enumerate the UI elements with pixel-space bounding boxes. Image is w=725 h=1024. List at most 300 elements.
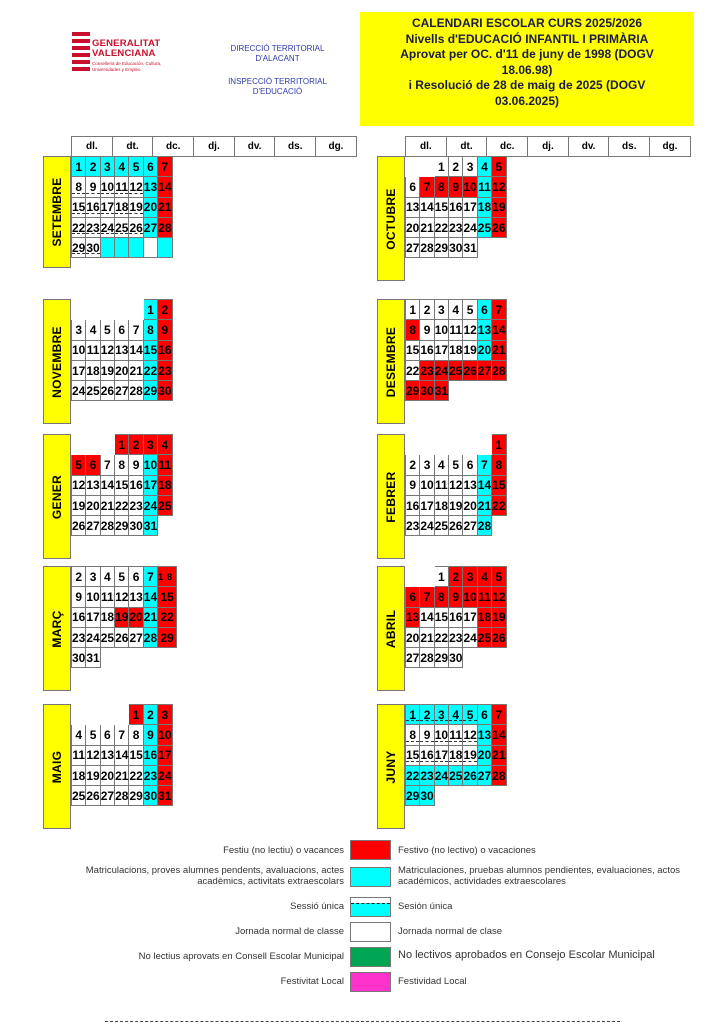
day-cell: 24 xyxy=(463,627,477,647)
day-cell: 8 xyxy=(492,455,506,475)
day-cell: 31 xyxy=(463,238,477,258)
day-cell: 7 xyxy=(100,455,114,475)
empty-cell xyxy=(463,786,477,806)
day-cell: 6 xyxy=(463,455,477,475)
day-cell: 31 xyxy=(434,381,448,401)
day-cell: 25 xyxy=(477,627,491,647)
month-name: MAIG xyxy=(50,750,64,783)
day-cell: 10 xyxy=(143,455,157,475)
day-cell: 14 xyxy=(115,745,129,765)
day-cell: 27 xyxy=(406,648,420,668)
day-cell: 3 xyxy=(463,157,477,177)
day-cell: 4 xyxy=(86,320,100,340)
day-cell: 31 xyxy=(86,648,100,668)
day-cell: 2 xyxy=(406,455,420,475)
generalitat-logo xyxy=(70,30,180,80)
empty-cell xyxy=(86,300,100,320)
day-cell: 11 xyxy=(477,587,491,607)
day-cell: 15 xyxy=(492,475,506,495)
day-cell: 12 xyxy=(129,177,143,197)
day-cell: 11 xyxy=(115,177,129,197)
empty-cell xyxy=(477,648,491,668)
week-row xyxy=(406,567,507,587)
day-cell: 16 xyxy=(449,607,463,627)
day-cell: 18 xyxy=(158,475,172,495)
empty-cell xyxy=(406,567,420,587)
week-row xyxy=(406,381,507,401)
day-cell: 1 xyxy=(492,435,506,455)
coat-of-arms-icon xyxy=(72,32,90,74)
day-cell: 12 xyxy=(115,587,129,607)
month-days-table xyxy=(405,434,507,536)
empty-cell xyxy=(129,300,143,320)
day-cell: 6 xyxy=(100,725,114,745)
day-cell: 16 xyxy=(449,197,463,217)
week-row xyxy=(406,197,507,217)
day-cell: 1 xyxy=(434,157,448,177)
day-cell: 17 xyxy=(463,607,477,627)
week-row xyxy=(72,745,173,765)
weekday: dj. xyxy=(194,137,235,157)
day-cell: 25 xyxy=(449,360,463,380)
day-cell: 27 xyxy=(463,516,477,536)
week-row xyxy=(72,238,173,258)
month-label xyxy=(43,566,71,691)
day-cell: 7 xyxy=(129,320,143,340)
month-label xyxy=(43,299,71,424)
month-days-table xyxy=(71,156,173,258)
legend-swatch-normal xyxy=(350,922,391,942)
day-cell: 5 xyxy=(100,320,114,340)
weekday: dv. xyxy=(234,137,275,157)
day-cell: 20 xyxy=(477,745,491,765)
day-cell: 12 xyxy=(463,320,477,340)
empty-cell xyxy=(449,786,463,806)
day-cell: 30 xyxy=(129,516,143,536)
empty-cell xyxy=(86,705,100,725)
month-label xyxy=(377,566,405,691)
empty-cell xyxy=(434,435,448,455)
day-cell: 28 xyxy=(492,360,506,380)
month-days-table xyxy=(405,704,507,806)
empty-cell xyxy=(420,567,434,587)
day-cell: 21 xyxy=(100,495,114,515)
day-cell: 29 xyxy=(406,786,420,806)
day-cell: 12 xyxy=(449,475,463,495)
week-row xyxy=(406,495,507,515)
day-cell: 7 xyxy=(492,300,506,320)
day-cell: 21 xyxy=(477,495,491,515)
month-name: OCTUBRE xyxy=(384,187,398,250)
day-cell: 13 xyxy=(406,607,420,627)
week-row xyxy=(406,300,507,320)
day-cell: 12 xyxy=(72,475,86,495)
day-cell: 20 xyxy=(406,217,420,237)
day-cell: 19 xyxy=(463,745,477,765)
month-days-table xyxy=(405,299,507,401)
weekday: dl. xyxy=(72,137,113,157)
day-cell: 24 xyxy=(158,765,172,785)
day-cell: 21 xyxy=(492,340,506,360)
day-cell: 16 xyxy=(72,607,86,627)
day-cell: 3 xyxy=(420,455,434,475)
week-row xyxy=(72,607,177,627)
day-cell: 28 xyxy=(100,516,114,536)
day-cell: 15 xyxy=(143,340,157,360)
month-days-table xyxy=(71,566,177,668)
legend-label-ca: Jornada normal de classe xyxy=(235,926,344,937)
day-cell: 17 xyxy=(86,607,100,627)
day-cell: 5 xyxy=(115,567,129,587)
day-cell: 15 xyxy=(406,745,420,765)
weekday: dg. xyxy=(316,137,357,157)
day-cell: 17 xyxy=(434,340,448,360)
day-cell: 24 xyxy=(420,516,434,536)
day-cell: 13 xyxy=(86,475,100,495)
day-cell: 9 xyxy=(449,177,463,197)
day-cell: 10 xyxy=(86,587,100,607)
title-line: Aprovat per OC. d'11 de juny de 1998 (DOGV xyxy=(400,47,654,61)
day-cell: 9 xyxy=(406,475,420,495)
day-cell: 22 xyxy=(129,765,143,785)
legend xyxy=(0,837,725,997)
week-row xyxy=(72,217,173,237)
day-cell: 16 xyxy=(129,475,143,495)
empty-cell xyxy=(492,238,506,258)
week-row xyxy=(72,765,173,785)
week-row xyxy=(72,197,173,217)
day-cell: 18 xyxy=(434,495,448,515)
day-cell: 29 xyxy=(129,786,143,806)
empty-cell xyxy=(420,435,434,455)
day-cell: 20 xyxy=(463,495,477,515)
day-cell: 19 xyxy=(492,607,506,627)
week-row xyxy=(72,475,173,495)
weekday: dv. xyxy=(568,137,609,157)
day-cell: 4 xyxy=(115,157,129,177)
day-cell: 27 xyxy=(115,381,129,401)
day-cell: 5 xyxy=(129,157,143,177)
empty-cell xyxy=(477,381,491,401)
day-cell: 2 xyxy=(449,567,463,587)
day-cell: 26 xyxy=(86,786,100,806)
day-cell: 20 xyxy=(115,360,129,380)
day-cell: 9 xyxy=(143,725,157,745)
day-cell: 10 xyxy=(72,340,86,360)
day-cell: 4 xyxy=(477,157,491,177)
day-cell: 28 xyxy=(492,765,506,785)
day-cell: 26 xyxy=(72,516,86,536)
day-cell: 10 xyxy=(463,587,477,607)
week-row xyxy=(72,381,173,401)
empty-cell xyxy=(72,705,86,725)
day-cell: 1 xyxy=(406,705,420,725)
day-cell: 23 xyxy=(449,627,463,647)
day-cell: 5 xyxy=(492,567,506,587)
day-cell: 8 xyxy=(406,320,420,340)
day-cell: 22 xyxy=(434,627,448,647)
day-cell: 7 xyxy=(143,567,157,587)
day-cell: 21 xyxy=(115,765,129,785)
day-cell: 27 xyxy=(477,765,491,785)
month-label xyxy=(377,156,405,281)
day-cell: 26 xyxy=(492,217,506,237)
day-cell: 20 xyxy=(406,627,420,647)
day-cell: 18 xyxy=(115,197,129,217)
day-cell: 11 xyxy=(434,475,448,495)
empty-cell xyxy=(463,648,477,668)
inspeccio-territorial: INSPECCIÓ TERRITORIAL D'EDUCACIÓ xyxy=(228,77,327,96)
weekday: ds. xyxy=(609,137,650,157)
day-cell: 6 xyxy=(477,705,491,725)
month-name: NOVEMBRE xyxy=(50,325,64,398)
day-cell: 15 xyxy=(72,197,86,217)
week-row xyxy=(406,435,507,455)
day-cell: 26 xyxy=(449,516,463,536)
day-cell: 6 xyxy=(477,300,491,320)
month-name: GENER xyxy=(50,474,64,519)
day-cell: 8 xyxy=(406,725,420,745)
day-cell: 8 xyxy=(143,320,157,340)
day-cell: 3 xyxy=(434,300,448,320)
month-name: SETEMBRE xyxy=(50,177,64,247)
day-cell: 28 xyxy=(115,786,129,806)
day-cell: 20 xyxy=(129,607,143,627)
day-cell: 21 xyxy=(420,217,434,237)
month-label xyxy=(43,704,71,829)
day-cell: 29 xyxy=(115,516,129,536)
day-cell: 2 xyxy=(86,157,100,177)
week-row xyxy=(406,177,507,197)
day-cell: 10 xyxy=(434,320,448,340)
day-cell: 15 xyxy=(434,607,448,627)
day-cell: 11 xyxy=(72,745,86,765)
title-line: 03.06.2025) xyxy=(494,93,560,108)
day-cell: 13 xyxy=(100,745,114,765)
day-cell: 12 xyxy=(492,587,506,607)
title-line: 18.06.98) xyxy=(501,62,553,77)
day-cell: 20 xyxy=(143,197,157,217)
day-cell: 27 xyxy=(477,360,491,380)
day-cell: 22 xyxy=(406,360,420,380)
day-cell: 30 xyxy=(420,381,434,401)
day-cell: 18 xyxy=(477,607,491,627)
day-cell: 14 xyxy=(143,587,157,607)
weekday-header-right xyxy=(405,136,691,157)
day-cell: 22 xyxy=(72,217,86,237)
day-cell: 2 xyxy=(420,300,434,320)
week-row xyxy=(72,495,173,515)
day-cell: 4 xyxy=(434,455,448,475)
day-cell: 8 xyxy=(115,455,129,475)
day-cell: 27 xyxy=(86,516,100,536)
empty-cell xyxy=(72,300,86,320)
day-cell: 3 xyxy=(158,705,172,725)
day-cell: 29 xyxy=(434,648,448,668)
day-cell: 25 xyxy=(434,516,448,536)
day-cell: 2 xyxy=(449,157,463,177)
logo-name: GENERALITAT VALENCIANA xyxy=(92,38,161,59)
empty-cell xyxy=(129,238,143,258)
month-label xyxy=(377,299,405,424)
empty-cell xyxy=(492,786,506,806)
empty-cell xyxy=(72,435,86,455)
empty-cell xyxy=(406,435,420,455)
day-cell: 13 xyxy=(115,340,129,360)
day-cell: 4 xyxy=(72,725,86,745)
day-cell: 12 xyxy=(100,340,114,360)
day-cell: 21 xyxy=(420,627,434,647)
empty-cell xyxy=(434,786,448,806)
day-cell: 1 xyxy=(406,300,420,320)
day-cell: 20 xyxy=(100,765,114,785)
day-cell: 2 xyxy=(158,300,172,320)
day-cell: 18 xyxy=(449,340,463,360)
week-row xyxy=(72,157,173,177)
week-row xyxy=(406,745,507,765)
day-cell: 13 xyxy=(129,587,143,607)
day-cell: 6 xyxy=(129,567,143,587)
day-cell: 14 xyxy=(420,607,434,627)
empty-cell xyxy=(86,435,100,455)
weekday: dt. xyxy=(446,137,487,157)
day-cell: 11 xyxy=(158,455,172,475)
day-cell: 1 xyxy=(129,705,143,725)
day-cell: 8 xyxy=(434,587,448,607)
day-cell: 4 xyxy=(449,300,463,320)
empty-cell xyxy=(143,238,157,258)
day-cell: 21 xyxy=(492,745,506,765)
day-cell: 2 xyxy=(143,705,157,725)
day-cell: 23 xyxy=(143,765,157,785)
footer-divider xyxy=(105,1021,620,1022)
week-row xyxy=(406,217,507,237)
week-row xyxy=(72,300,173,320)
week-row xyxy=(406,607,507,627)
day-cell: 7 xyxy=(492,705,506,725)
day-cell: 19 xyxy=(463,340,477,360)
week-row xyxy=(406,320,507,340)
week-row xyxy=(406,340,507,360)
day-cell: 22 xyxy=(406,765,420,785)
weekday: ds. xyxy=(275,137,316,157)
title-line: Nivells d'EDUCACIÓ INFANTIL I PRIMÀRIA xyxy=(405,31,649,46)
day-cell: 5 xyxy=(492,157,506,177)
week-row xyxy=(406,157,507,177)
weekday-header-left xyxy=(71,136,357,157)
empty-cell xyxy=(492,516,506,536)
empty-cell xyxy=(100,238,114,258)
week-row xyxy=(406,648,507,668)
day-cell: 23 xyxy=(449,217,463,237)
day-cell: 24 xyxy=(143,495,157,515)
day-cell: 5 xyxy=(72,455,86,475)
day-cell: 3 xyxy=(143,435,157,455)
day-cell: 7 xyxy=(115,725,129,745)
weekday: dc. xyxy=(487,137,528,157)
week-row xyxy=(406,627,507,647)
legend-swatch-festiu xyxy=(350,840,391,860)
day-cell: 7 xyxy=(158,157,172,177)
day-cell: 5 xyxy=(463,705,477,725)
month-days-table xyxy=(71,704,173,806)
legend-label-es: Festivo (no lectivo) o vacaciones xyxy=(398,845,536,856)
day-cell: 24 xyxy=(100,217,114,237)
legend-swatch-consell xyxy=(350,947,391,967)
day-cell: 23 xyxy=(420,360,434,380)
day-cell: 18 xyxy=(449,745,463,765)
empty-cell xyxy=(492,381,506,401)
day-cell: 11 xyxy=(449,320,463,340)
day-cell: 19 xyxy=(449,495,463,515)
day-cell: 25 xyxy=(86,381,100,401)
day-cell: 25 xyxy=(158,495,172,515)
day-cell: 27 xyxy=(143,217,157,237)
empty-cell xyxy=(100,705,114,725)
empty-cell xyxy=(477,238,491,258)
day-cell: 17 xyxy=(100,197,114,217)
week-row xyxy=(406,705,507,725)
day-cell: 2 xyxy=(72,567,86,587)
week-row xyxy=(406,516,507,536)
week-row xyxy=(72,567,177,587)
day-cell: 27 xyxy=(100,786,114,806)
day-cell: 11 xyxy=(477,177,491,197)
day-cell: 30 xyxy=(72,648,86,668)
day-cell: 17 xyxy=(463,197,477,217)
day-cell: 28 xyxy=(420,648,434,668)
day-cell: 12 xyxy=(463,725,477,745)
legend-label-ca: Matriculacions, proves alumnes pendents, avaluacions, actes acadèmics, activitats extraescolars xyxy=(85,865,344,887)
day-cell: 13 xyxy=(477,320,491,340)
day-cell: 1 xyxy=(143,300,157,320)
day-cell: 30 xyxy=(86,238,100,258)
day-cell: 6 xyxy=(143,157,157,177)
day-cell: 3 xyxy=(100,157,114,177)
day-cell: 27 xyxy=(129,627,143,647)
day-cell: 25 xyxy=(115,217,129,237)
day-cell: 25 xyxy=(100,627,114,647)
day-cell: 10 xyxy=(420,475,434,495)
empty-cell xyxy=(477,435,491,455)
day-cell: 21 xyxy=(158,197,172,217)
week-row xyxy=(406,765,507,785)
empty-cell xyxy=(463,435,477,455)
week-row xyxy=(72,705,173,725)
day-cell: 24 xyxy=(463,217,477,237)
day-cell: 10 xyxy=(158,725,172,745)
weekday: dt. xyxy=(112,137,153,157)
day-cell: 18 xyxy=(158,567,177,587)
month-name: JUNY xyxy=(384,749,398,784)
day-cell: 31 xyxy=(158,786,172,806)
day-cell: 28 xyxy=(420,238,434,258)
day-cell: 6 xyxy=(406,587,420,607)
day-cell: 29 xyxy=(158,627,177,647)
month-days-table xyxy=(405,566,507,668)
title-line: i Resolució de 28 de maig de 2025 (DOGV xyxy=(408,78,646,92)
day-cell: 17 xyxy=(420,495,434,515)
day-cell: 4 xyxy=(477,567,491,587)
day-cell: 1 xyxy=(434,567,448,587)
day-cell: 22 xyxy=(434,217,448,237)
empty-cell xyxy=(449,435,463,455)
day-cell: 6 xyxy=(406,177,420,197)
day-cell: 26 xyxy=(492,627,506,647)
day-cell: 7 xyxy=(420,177,434,197)
week-row xyxy=(72,455,173,475)
day-cell: 31 xyxy=(143,516,157,536)
